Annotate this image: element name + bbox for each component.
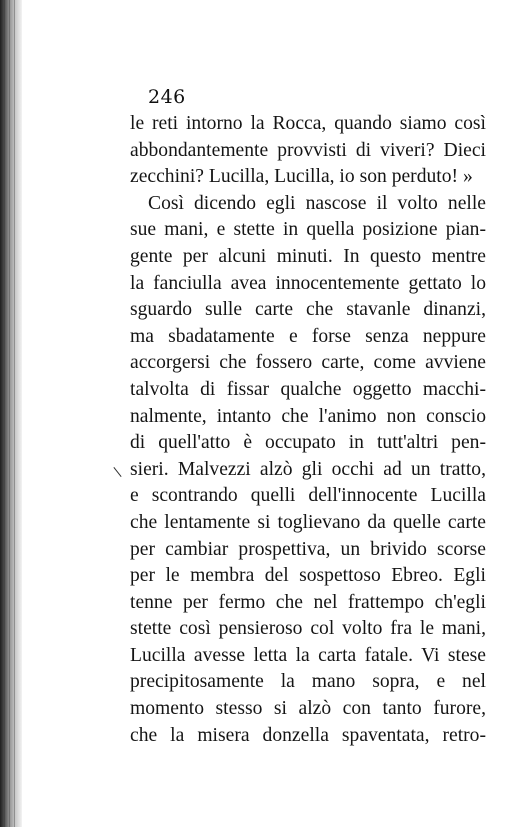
- text-line: Lucilla avesse letta la carta fatale. Vi stese: [130, 644, 486, 666]
- stray-ink-mark: [113, 467, 121, 477]
- text-line: nalmente, intanto che l'animo non conscio: [130, 405, 486, 427]
- text-line: tenne per fermo che nel frattempo ch'egli: [130, 591, 486, 613]
- text-line: sieri. Malvezzi alzò gli occhi ad un tratto,: [130, 458, 486, 480]
- text-line: precipitosamente la mano sopra, e nel: [130, 671, 486, 693]
- text-line: accorgersi che fossero carte, come avviene: [130, 352, 486, 374]
- text-line: stette così pensieroso col volto fra le mani,: [130, 618, 486, 640]
- text-line: che lentamente si toglievano da quelle carte: [130, 511, 486, 533]
- text-line: sue mani, e stette in quella posizione pian-: [130, 219, 486, 241]
- text-line: ma sbadatamente e forse senza neppure: [130, 325, 486, 347]
- text-line: momento stesso si alzò con tanto furore,: [130, 698, 486, 720]
- text-line: per le membra del sospettoso Ebreo. Egli: [130, 565, 486, 587]
- text-line: per cambiar prospettiva, un brivido scorse: [130, 538, 486, 560]
- text-line: Così dicendo egli nascose il volto nelle: [148, 192, 486, 214]
- gutter-line: [14, 0, 15, 827]
- gutter-line: [4, 0, 5, 827]
- text-line: e scontrando quelli dell'innocente Lucilla: [130, 485, 486, 507]
- text-line: che la misera donzella spaventata, retro-: [130, 724, 486, 746]
- text-line: zecchini? Lucilla, Lucilla, io son perduto! »: [130, 166, 473, 188]
- text-line: sguardo sulle carte che stavanle dinanzi,: [130, 299, 486, 321]
- text-line: le reti intorno la Rocca, quando siamo così: [130, 113, 486, 134]
- page-number: 246: [148, 86, 186, 108]
- text-line: talvolta di fissar qualche oggetto macchi-: [130, 378, 486, 400]
- gutter-line: [9, 0, 10, 827]
- text-line: di quell'atto è occupato in tutt'altri pen-: [130, 432, 486, 454]
- body-text: [130, 111, 486, 749]
- text-line: gente per alcuni minuti. In questo mentre: [130, 245, 486, 267]
- text-line: la fanciulla avea innocentemente gettato lo: [130, 272, 486, 294]
- text-line: abbondantemente provvisti di viveri? Dieci: [130, 139, 486, 161]
